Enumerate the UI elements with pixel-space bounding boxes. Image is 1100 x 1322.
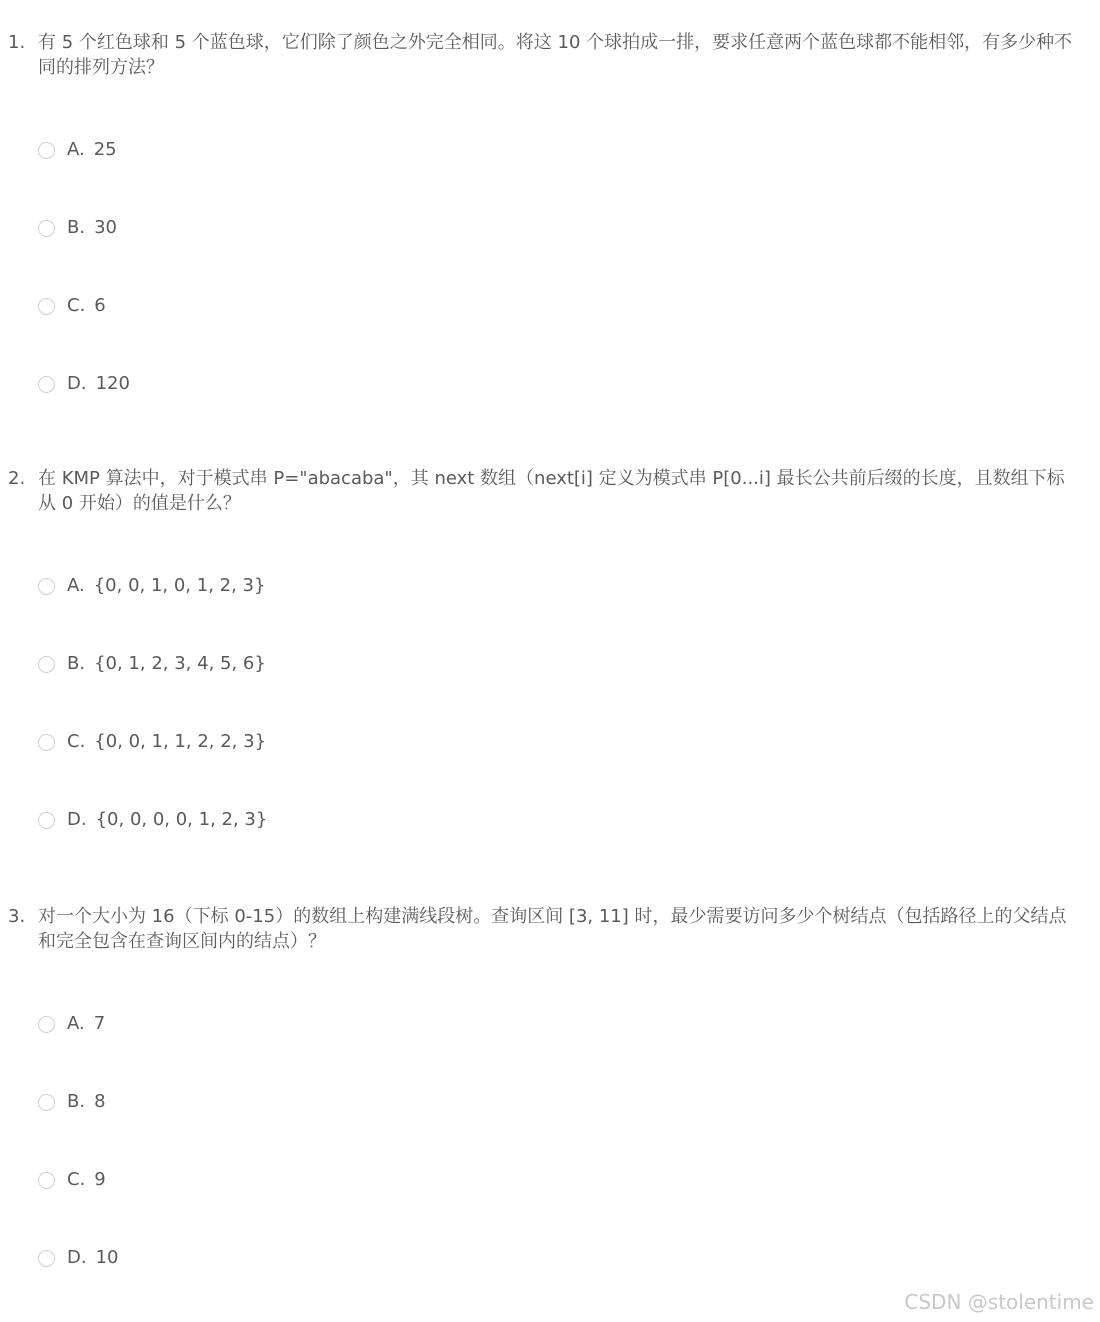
option-value: 10 [95, 1246, 119, 1268]
option-1d[interactable] [38, 371, 130, 395]
option-1c[interactable] [38, 293, 106, 317]
option-letter: B. [67, 216, 86, 238]
option-value: 9 [94, 1168, 106, 1190]
option-letter: C. [67, 1168, 86, 1190]
option-value: 6 [94, 294, 106, 316]
radio-button[interactable] [38, 376, 55, 393]
option-letter: D. [67, 1246, 87, 1268]
option-letter: B. [67, 652, 86, 674]
question-text: 在 KMP 算法中，对于模式串 P="abacaba"，其 next 数组（next[i] 定义为模式串 P[0...i] 最长公共前后缀的长度，且数组下标从 0 开始）的值是什么？ [38, 468, 1065, 514]
radio-button[interactable] [38, 1172, 55, 1189]
question-stem [8, 466, 1080, 516]
option-value: {0, 0, 0, 0, 1, 2, 3} [95, 808, 268, 830]
question-text: 有 5 个红色球和 5 个蓝色球，它们除了颜色之外完全相同。将这 10 个球拍成一排，要求任意两个蓝色球都不能相邻，有多少种不同的排列方法？ [38, 32, 1073, 78]
question-number: 2. [8, 468, 26, 489]
option-value: {0, 0, 1, 1, 2, 2, 3} [94, 730, 267, 752]
option-letter: B. [67, 1090, 86, 1112]
radio-button[interactable] [38, 298, 55, 315]
option-3a[interactable] [38, 1011, 105, 1035]
option-letter: C. [67, 730, 86, 752]
question-number: 3. [8, 906, 26, 927]
option-2b[interactable] [38, 651, 266, 675]
option-3c[interactable] [38, 1167, 106, 1191]
option-value: 120 [95, 372, 130, 394]
question-stem [8, 904, 1080, 954]
radio-button[interactable] [38, 578, 55, 595]
option-letter: A. [67, 574, 85, 596]
option-1a[interactable] [38, 137, 117, 161]
option-2c[interactable] [38, 729, 266, 753]
question-text: 对一个大小为 16（下标 0-15）的数组上构建满线段树。查询区间 [3, 11] 时，最少需要访问多少个树结点（包括路径上的父结点和完全包含在查询区间内的结点）？ [38, 906, 1067, 952]
option-letter: C. [67, 294, 86, 316]
radio-button[interactable] [38, 812, 55, 829]
option-1b[interactable] [38, 215, 117, 239]
radio-button[interactable] [38, 142, 55, 159]
radio-button[interactable] [38, 1016, 55, 1033]
radio-button[interactable] [38, 1094, 55, 1111]
option-value: 30 [94, 216, 117, 238]
option-value: {0, 1, 2, 3, 4, 5, 6} [94, 652, 266, 674]
option-value: 7 [93, 1012, 106, 1034]
watermark: CSDN @stolentime [904, 1290, 1094, 1314]
question-stem [8, 30, 1080, 80]
radio-button[interactable] [38, 1250, 55, 1267]
option-letter: A. [67, 1012, 85, 1034]
option-2d[interactable] [38, 807, 267, 831]
option-value: 25 [93, 138, 117, 160]
option-letter: D. [67, 808, 87, 830]
question-number: 1. [8, 32, 26, 53]
option-2a[interactable] [38, 573, 265, 597]
radio-button[interactable] [38, 656, 55, 673]
option-letter: A. [67, 138, 85, 160]
option-value: 8 [94, 1090, 106, 1112]
radio-button[interactable] [38, 220, 55, 237]
option-letter: D. [67, 372, 87, 394]
option-3d[interactable] [38, 1245, 119, 1269]
radio-button[interactable] [38, 734, 55, 751]
option-3b[interactable] [38, 1089, 106, 1113]
option-value: {0, 0, 1, 0, 1, 2, 3} [93, 574, 266, 596]
